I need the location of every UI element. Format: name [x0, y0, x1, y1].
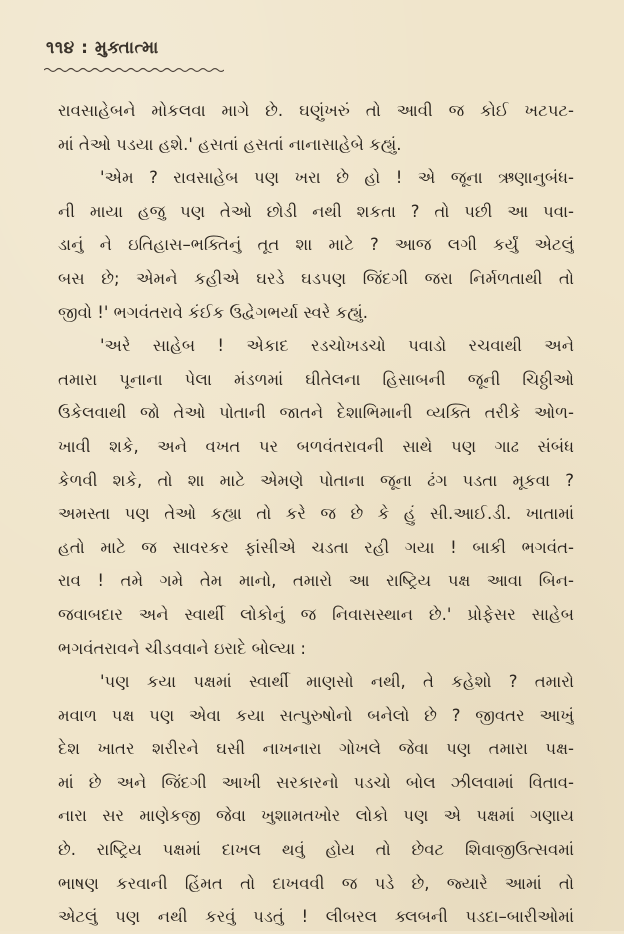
- running-head-rule: [44, 66, 224, 74]
- text-line: માં છે અને જિંદગી આખી સરકારનો પડચો બોલ ઝીલવામાં વિતાવ-: [58, 772, 574, 792]
- text-line: 'પણ કયા પક્ષમાં સ્વાર્થી માણસો નથી, તે કહેશો ? તમારો: [100, 672, 574, 692]
- text-line: જવાબદાર અને સ્વાર્થી લોકોનું જ નિવાસસ્થાન છે.' પ્રોફેસર સાહેબ: [58, 604, 574, 624]
- body-text: [58, 94, 574, 934]
- running-head: ૧૧૪ : મુક્તાત્મા: [46, 38, 159, 58]
- text-line: રાવ ! તમે ગમે તેમ માનો, તમારો આ રાષ્ટ્રિય પક્ષ આવા બિન-: [58, 571, 574, 591]
- text-line: ભગવંતરાવને ચીડવવાને ઇરાદે બોલ્યા :: [58, 638, 306, 658]
- text-line: માં તેઓ પડયા હશે.' હસતાં હસતાં નાનાસાહેબે કહ્યું.: [58, 134, 402, 154]
- text-line: તમારા પૂનાના પેલા મંડળમાં ઘીતેલના હિસાબની જૂની ચિઠ્ઠીઓ: [58, 369, 574, 389]
- text-line: બસ છે; એમને કહીએ ઘરડે ઘડપણ જિંદગી જરા નિર્મળતાથી તો: [58, 268, 574, 288]
- text-line: કેળવી શકે, તો શા માટે એમણે પોતાના જૂના ઢંગ પડતા મૂકવા ?: [58, 470, 574, 490]
- text-line: ની માયા હજુ પણ તેઓ છોડી નથી શકતા ? તો પછી આ પવા-: [58, 201, 574, 221]
- text-line: જીવો !' ભગવંતરાવે કંઈક ઉદ્વેગભર્યા સ્વરે કહ્યું.: [58, 302, 369, 322]
- text-line: મવાળ પક્ષ પણ એવા કયા સત્પુરુષોનો બનેલો છે ? જીવતર આખું: [58, 705, 574, 725]
- text-line: છે. રાષ્ટ્રિય પક્ષમાં દાખલ થવું હોય તો છેવટ શિવાજીઉત્સવમાં: [58, 840, 574, 860]
- text-line: રાવસાહેબને મોકલવા માગે છે. ઘણુંખરું તો આવી જ કોઈ ખટપટ-: [58, 101, 574, 120]
- text-line: ઉકેલવાથી જો તેઓ પોતાની જાતને દેશાભિમાની વ્યક્તિ તરીકે ઓળ-: [58, 403, 574, 423]
- text-line: 'અરે સાહેબ ! એકાદ રડચોખડચો પવાડો રચવાથી અને: [100, 336, 574, 356]
- text-line: 'એમ ? રાવસાહેબ પણ ખરા છે હો ! એ જૂના ઋણાનુબંધ-: [100, 168, 574, 188]
- text-line: એટલું પણ નથી કરવું પડતું ! લીબરલ ક્લબની પડદા–બારીઓમાં: [58, 907, 574, 927]
- text-line: ભાષણ કરવાની હિંમત તો દાખવવી જ પડે છે, જ્યારે આમાં તો: [58, 873, 574, 893]
- text-line: અમસ્તા પણ તેઓ કહ્યા તો કરે જ છે કે હું સી.આઈ.ડી. ખાતામાં: [58, 504, 574, 524]
- text-line: ખાવી શકે, અને વખત પર બળવંતરાવની સાથે પણ ગાઢ સંબંધ: [58, 436, 574, 456]
- text-line: દેશ ખાતર શરીરને ઘસી નાખનારા ગોખલે જેવા પણ તમારા પક્ષ-: [58, 739, 574, 759]
- text-line: ડાનું ને ઇતિહાસ–ભક્તિનું તૂત શા માટે ? આજ લગી કર્યું એટલું: [58, 235, 574, 255]
- text-line: હતો માટે જ સાવરકર ફાંસીએ ચડતા રહી ગયા ! બાકી ભગવંત-: [58, 537, 574, 557]
- text-line: નારા સર માણેકજી જેવા ખુશામતખોર લોકો પણ એ પક્ષમાં ગણાય: [58, 806, 574, 826]
